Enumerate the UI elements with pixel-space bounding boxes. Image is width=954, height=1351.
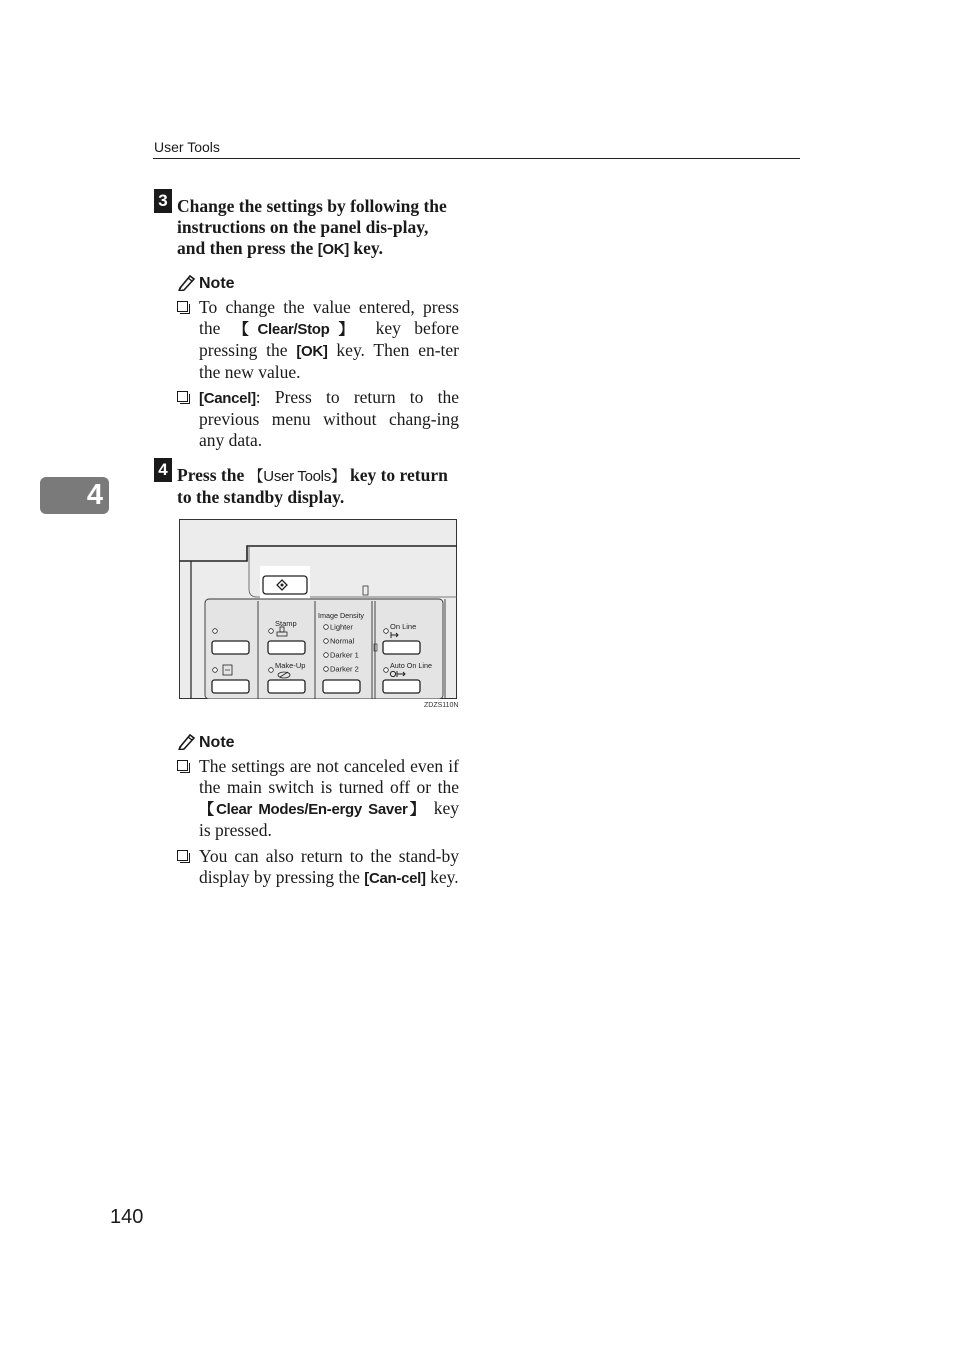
pencil-icon — [177, 273, 197, 291]
note-text: key is pressed. — [199, 798, 459, 840]
step-3-instruction — [177, 196, 459, 260]
panel-key — [212, 680, 249, 693]
note-label: Note — [199, 275, 235, 292]
note-2-item-2 — [177, 846, 459, 889]
on-line-key — [383, 641, 420, 654]
cancel-key-label: [Can-cel] — [364, 870, 426, 887]
clear-stop-key-label: 【Clear/Stop】 — [233, 321, 363, 338]
panel-key — [212, 641, 249, 654]
note-heading-1 — [177, 273, 235, 293]
ok-key-label: [OK] — [317, 241, 349, 258]
darker2-label: Darker 2 — [330, 664, 359, 674]
step-number-4: 4 — [154, 458, 172, 482]
note-text: : Press to return to the previous menu without chang-ing any data. — [199, 387, 459, 450]
header-divider — [153, 158, 800, 159]
note-1-item-2 — [177, 387, 459, 451]
chapter-number: 4 — [86, 479, 103, 511]
normal-label: Normal — [330, 636, 355, 646]
note-heading-2 — [177, 732, 235, 752]
make-up-label: Make-Up — [275, 661, 306, 670]
step-4-instruction — [177, 465, 459, 508]
on-line-label: On Line — [390, 622, 417, 631]
note-text: key. — [425, 867, 459, 887]
darker1-label: Darker 1 — [330, 650, 359, 660]
note-1-item-1 — [177, 297, 459, 383]
step-3-text-b: key. — [348, 238, 384, 258]
image-density-key — [323, 680, 360, 693]
make-up-key — [268, 680, 305, 693]
auto-on-line-key — [383, 680, 420, 693]
checkbox-bullet-icon — [177, 301, 188, 312]
user-tools-key — [263, 576, 307, 594]
image-density-label: Image Density — [318, 611, 364, 620]
pencil-icon — [177, 732, 197, 750]
stamp-key — [268, 641, 305, 654]
note-text: You can also return to the stand-by display by pressing the — [199, 846, 459, 887]
auto-on-line-label: Auto On Line — [390, 661, 432, 670]
running-header: User Tools — [154, 139, 220, 155]
checkbox-bullet-icon — [177, 391, 188, 402]
page-number: 140 — [110, 1206, 144, 1228]
checkbox-bullet-icon — [177, 760, 188, 771]
ok-key-label: [OK] — [296, 343, 328, 360]
lighter-label: Lighter — [330, 622, 353, 632]
stamp-label: Stamp — [275, 619, 297, 628]
note-text: To change the value entered, press the — [199, 297, 459, 338]
clear-modes-energy-saver-key-label: 【Clear Modes/En-ergy Saver】 — [199, 801, 427, 818]
step-4-text-b: key to return to the standby display. — [177, 465, 448, 507]
cancel-key-label: [Cancel] — [199, 390, 256, 407]
note-text: key before pressing the — [199, 318, 459, 360]
step-3-text-a: Change the settings by following the instructions on the panel dis-play, and then press the — [177, 196, 447, 258]
note-text: The settings are not canceled even if the main switch is turned off or the — [199, 756, 459, 797]
note-text: key. Then en-ter the new value. — [199, 340, 459, 382]
note-label: Note — [199, 734, 235, 751]
step-number-3: 3 — [154, 189, 172, 213]
checkbox-bullet-icon — [177, 850, 188, 861]
control-panel-illustration — [179, 519, 457, 699]
step-4-text-a: Press the — [177, 465, 249, 485]
figure-code: ZDZS110N — [424, 702, 459, 709]
user-tools-key-label: 【User Tools】 — [248, 468, 346, 485]
chapter-tab — [40, 477, 109, 514]
note-2-item-1 — [177, 756, 459, 841]
